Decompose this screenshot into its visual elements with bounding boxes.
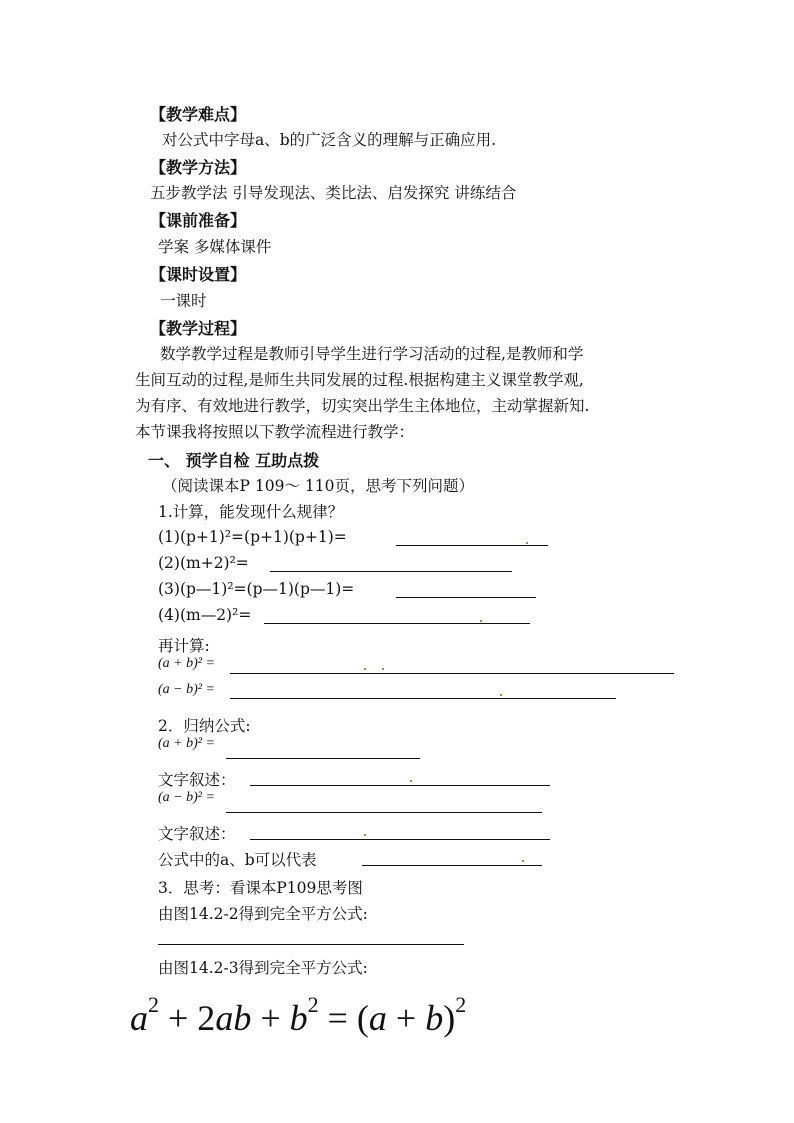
formula-plus-3: + bbox=[395, 998, 417, 1038]
question-2: 2．归纳公式: bbox=[158, 717, 251, 735]
hours-text: 一课时 bbox=[160, 292, 207, 310]
answer-line-11[interactable] bbox=[362, 865, 542, 866]
perfect-square-formula bbox=[130, 992, 466, 1039]
difficulty-text: 对公式中字母a、b的广泛含义的理解与正确应用. bbox=[162, 131, 497, 149]
formula-plus: + bbox=[260, 998, 281, 1038]
prep-text: 学案 多媒体课件 bbox=[158, 238, 272, 256]
question-3: 3．思考：看课本P109思考图 bbox=[158, 879, 363, 897]
answer-line-3[interactable] bbox=[396, 597, 536, 598]
reading-instruction: （阅读课本P 109～ 110页，思考下列问题） bbox=[162, 477, 474, 495]
verbal-label-1: 文字叙述： bbox=[158, 771, 236, 789]
speck bbox=[364, 834, 366, 836]
formula-a-plus-b-squared: (a + b)² = bbox=[158, 656, 215, 671]
formula-exp-3: 2 bbox=[455, 992, 467, 1017]
formula-plus-two: + 2 bbox=[168, 998, 216, 1038]
exercise-1: (1)(p+1)²=(p+1)(p+1)= bbox=[158, 528, 347, 546]
question-1: 1.计算，能发现什么规律？ bbox=[158, 503, 344, 521]
answer-line-12[interactable] bbox=[158, 944, 464, 945]
exercise-4: (4)(m—2)²= bbox=[158, 606, 252, 624]
formula-a: a bbox=[130, 998, 148, 1038]
recalc-label: 再计算: bbox=[158, 637, 210, 655]
formula-exp-1: 2 bbox=[148, 992, 159, 1017]
formula-a-minus-b-squared-2: (a − b)² = bbox=[158, 790, 215, 805]
method-text: 五步教学法 引导发现法、类比法、启发探究 讲练结合 bbox=[150, 184, 517, 202]
formula-close-paren: ) bbox=[443, 998, 456, 1038]
speck bbox=[500, 694, 502, 696]
process-para-line2: 生间互动的过程,是师生共同发展的过程.根据构建主义课堂教学观, bbox=[135, 371, 584, 389]
fig2-label: 由图14.2-2得到完全平方公式: bbox=[158, 905, 368, 923]
process-para-line3: 为有序、有效地进行教学，切实突出学生主体地位，主动掌握新知. bbox=[135, 397, 590, 415]
answer-line-6[interactable] bbox=[230, 698, 616, 699]
formula-a2: a bbox=[368, 998, 387, 1038]
heading-prep: 【课前准备】 bbox=[150, 211, 247, 230]
speck bbox=[480, 620, 482, 622]
exercise-2: (2)(m+2)²= bbox=[158, 554, 249, 572]
process-para-line4: 本节课我将按照以下教学流程进行教学： bbox=[135, 423, 415, 441]
answer-line-4[interactable] bbox=[264, 623, 530, 624]
formula-a-plus-b-squared-2: (a + b)² = bbox=[158, 736, 215, 751]
answer-line-8[interactable] bbox=[250, 785, 550, 786]
formula-ab: ab bbox=[215, 998, 252, 1038]
part1-title: 一、 预学自检 互助点拨 bbox=[148, 451, 320, 470]
speck bbox=[382, 668, 384, 670]
process-para-line1: 数学教学过程是教师引导学生进行学习活动的过程,是教师和学 bbox=[160, 345, 584, 363]
speck bbox=[364, 668, 366, 670]
formula-equals-open: = ( bbox=[327, 998, 369, 1038]
verbal-label-2: 文字叙述： bbox=[158, 825, 236, 843]
formula-a-minus-b-squared: (a − b)² = bbox=[158, 682, 215, 697]
speck bbox=[410, 780, 412, 782]
formula-b2: b bbox=[425, 998, 444, 1038]
answer-line-10[interactable] bbox=[250, 839, 550, 840]
answer-line-7[interactable] bbox=[226, 758, 420, 759]
heading-difficulty: 【教学难点】 bbox=[150, 105, 247, 124]
formula-exp-2: 2 bbox=[307, 992, 319, 1017]
heading-hours: 【课时设置】 bbox=[150, 265, 247, 284]
answer-line-2[interactable] bbox=[270, 571, 512, 572]
formula-b: b bbox=[289, 998, 308, 1038]
fig3-label: 由图14.2-3得到完全平方公式: bbox=[158, 959, 368, 977]
exercise-3: (3)(p—1)²=(p—1)(p—1)= bbox=[158, 580, 355, 598]
speck bbox=[526, 542, 528, 544]
speck bbox=[522, 860, 524, 862]
answer-line-5[interactable] bbox=[230, 673, 674, 674]
answer-line-1[interactable] bbox=[396, 545, 548, 546]
ab-meaning-label: 公式中的a、b可以代表 bbox=[158, 851, 317, 869]
heading-process: 【教学过程】 bbox=[150, 319, 247, 338]
answer-line-9[interactable] bbox=[226, 812, 542, 813]
heading-method: 【教学方法】 bbox=[150, 158, 247, 177]
